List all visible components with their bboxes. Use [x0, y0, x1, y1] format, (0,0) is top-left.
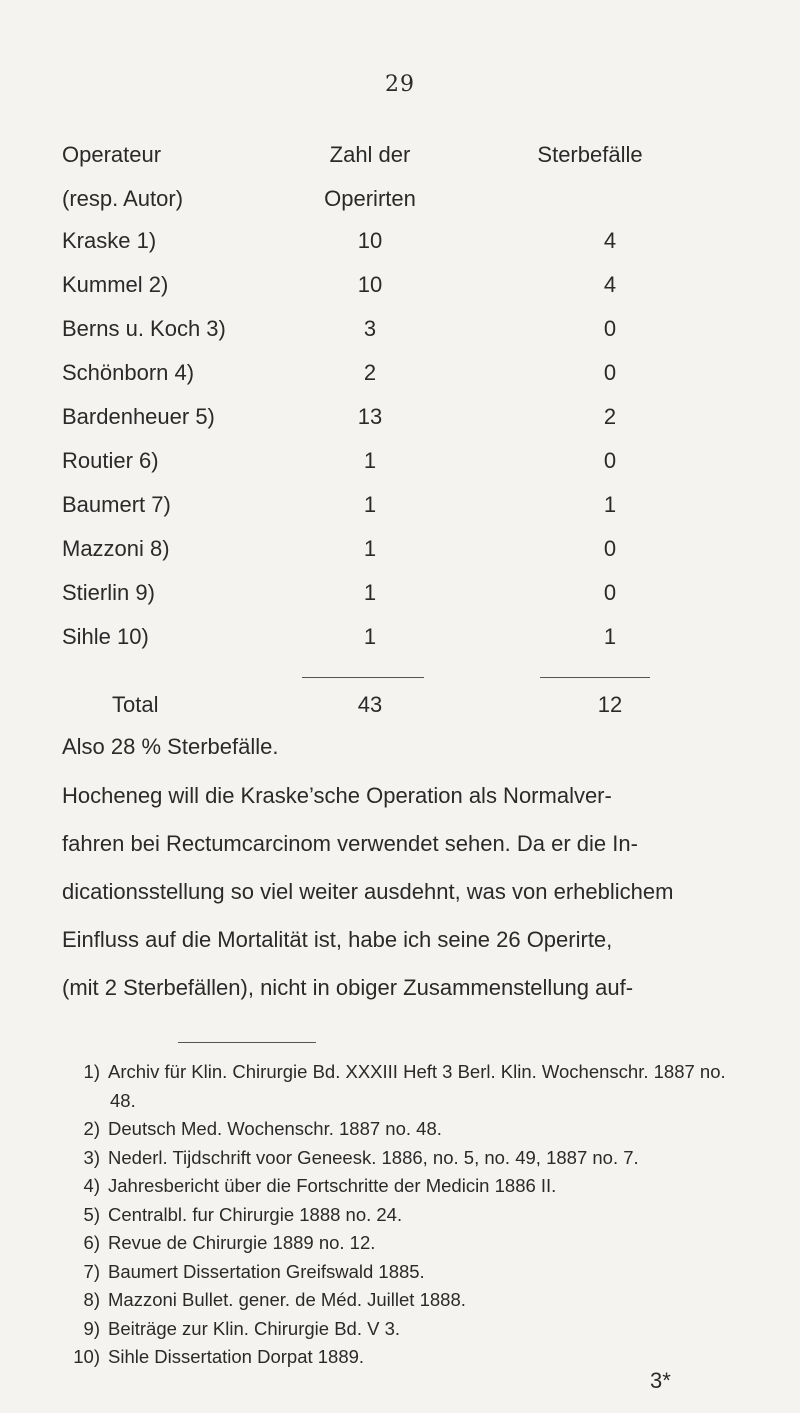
cell-sterbe: 0: [603, 580, 617, 605]
table-row: [0, 624, 800, 668]
cell-sterbe: 0: [603, 316, 617, 341]
total-sterbe: 12: [597, 692, 623, 717]
footnote: [62, 1229, 742, 1258]
cell-zahl: 3: [363, 316, 377, 341]
cell-zahl: 1: [363, 536, 377, 561]
footnote: [62, 1115, 742, 1144]
total-zahl: 43: [357, 692, 383, 717]
cell-operateur: Stierlin 9): [62, 580, 155, 605]
header-operirten: Operirten: [324, 186, 416, 211]
cell-operateur: Routier 6): [62, 448, 159, 473]
header-row: [0, 186, 800, 230]
table-row: [0, 404, 800, 448]
table-row: [0, 492, 800, 536]
total-row: [0, 692, 800, 732]
footnote-text: Baumert Dissertation Greifswald 1885.: [108, 1260, 425, 1282]
header-zahl: Zahl der: [329, 142, 411, 167]
table-row: [0, 316, 800, 360]
cell-sterbe: 0: [603, 448, 617, 473]
cell-zahl: 1: [363, 624, 377, 649]
paragraph-line: Einfluss auf die Mortalität ist, habe ich seine 26 Operirte,: [62, 927, 613, 952]
table-row: [0, 448, 800, 492]
footnote: [62, 1201, 742, 1230]
cell-operateur: Mazzoni 8): [62, 536, 170, 561]
cell-zahl: 1: [363, 580, 377, 605]
footnote-number: 9): [83, 1317, 100, 1339]
footnote-number: 6): [83, 1232, 100, 1253]
footnote-text: Deutsch Med. Wochenschr. 1887 no. 48.: [108, 1118, 442, 1139]
also-line: Also 28 % Sterbefälle.: [62, 734, 279, 759]
table-row: [0, 580, 800, 624]
total-label: Total: [112, 692, 159, 717]
sum-rule-zahl: [302, 677, 424, 678]
table-row: [0, 228, 800, 272]
cell-operateur: Bardenheuer 5): [62, 404, 215, 429]
body-paragraph: [62, 772, 732, 1012]
cell-sterbe: 2: [603, 404, 617, 429]
footnote-text: Sihle Dissertation Dorpat 1889.: [108, 1346, 365, 1367]
paragraph-line: dicationsstellung so viel weiter ausdehnt, was von erheblichem: [62, 879, 674, 904]
paragraph-line: fahren bei Rectumcarcinom verwendet sehen. Da er die In-: [62, 831, 638, 856]
cell-operateur: Kummel 2): [62, 272, 169, 297]
footnote-number: 10): [73, 1346, 100, 1367]
paragraph-line: (mit 2 Sterbefällen), nicht in obiger Zusammenstellung auf-: [62, 975, 634, 1000]
cell-zahl: 10: [357, 272, 383, 297]
cell-sterbe: 0: [603, 360, 617, 385]
sum-rule-sterbe: [540, 677, 650, 678]
cell-operateur: Sihle 10): [62, 624, 149, 649]
data-table: [0, 228, 800, 668]
cell-operateur: Schönborn 4): [62, 360, 195, 385]
cell-sterbe: 4: [603, 228, 617, 253]
cell-zahl: 1: [363, 492, 377, 517]
footnote: [62, 1258, 742, 1287]
footnote-number: 2): [83, 1118, 100, 1139]
footnote-text: Archiv für Klin. Chirurgie Bd. XXXIII Heft 3 Berl. Klin. Wochenschr. 1887 no. 48.: [108, 1061, 726, 1111]
table-row: [0, 360, 800, 404]
footnote: [62, 1172, 742, 1201]
footnote: [62, 1343, 742, 1372]
table-row: [0, 536, 800, 580]
footnote: [62, 1315, 742, 1344]
header-autor: (resp. Autor): [62, 186, 184, 211]
cell-zahl: 2: [363, 360, 377, 385]
cell-operateur: Berns u. Koch 3): [62, 316, 226, 341]
signature-mark: 3*: [650, 1368, 671, 1393]
footnote: [62, 1286, 742, 1315]
footnote: [62, 1144, 742, 1173]
footnote-text: Jahresbericht über die Fortschritte der Medicin 1886 II.: [108, 1175, 557, 1196]
footnote-text: Beiträge zur Klin. Chirurgie Bd. V 3.: [108, 1317, 401, 1339]
footnote-number: 7): [83, 1260, 100, 1282]
cell-sterbe: 1: [603, 492, 617, 517]
footnote-number: 4): [83, 1175, 100, 1196]
cell-zahl: 13: [357, 404, 383, 429]
footnote-text: Centralbl. fur Chirurgie 1888 no. 24.: [108, 1203, 403, 1225]
footnote-text: Nederl. Tijdschrift voor Geneesk. 1886, no. 5, no. 49, 1887 no. 7.: [108, 1146, 639, 1168]
footnote-number: 3): [83, 1146, 100, 1168]
paragraph-line: Hocheneg will die Kraske’sche Operation als Normalver-: [62, 783, 612, 808]
header-sterbefaelle: Sterbefälle: [537, 142, 643, 167]
footnote-number: 5): [83, 1203, 100, 1225]
footnotes: [62, 1058, 742, 1372]
cell-zahl: 1: [363, 448, 377, 473]
cell-sterbe: 1: [603, 624, 617, 649]
footnote-text: Revue de Chirurgie 1889 no. 12.: [108, 1232, 376, 1253]
cell-operateur: Baumert 7): [62, 492, 171, 517]
footnote-number: 1): [83, 1061, 100, 1082]
table-header: [0, 142, 800, 230]
header-row: [0, 142, 800, 186]
footnote-number: 8): [83, 1289, 100, 1310]
page-number: 29: [385, 72, 415, 97]
cell-operateur: Kraske 1): [62, 228, 157, 253]
cell-zahl: 10: [357, 228, 383, 253]
table-row: [0, 272, 800, 316]
footnote-separator: [178, 1042, 316, 1043]
header-operateur: Operateur: [62, 142, 162, 167]
cell-sterbe: 4: [603, 272, 617, 297]
footnote: [62, 1058, 742, 1115]
footnote-text: Mazzoni Bullet. gener. de Méd. Juillet 1888.: [108, 1289, 466, 1310]
cell-sterbe: 0: [603, 536, 617, 561]
